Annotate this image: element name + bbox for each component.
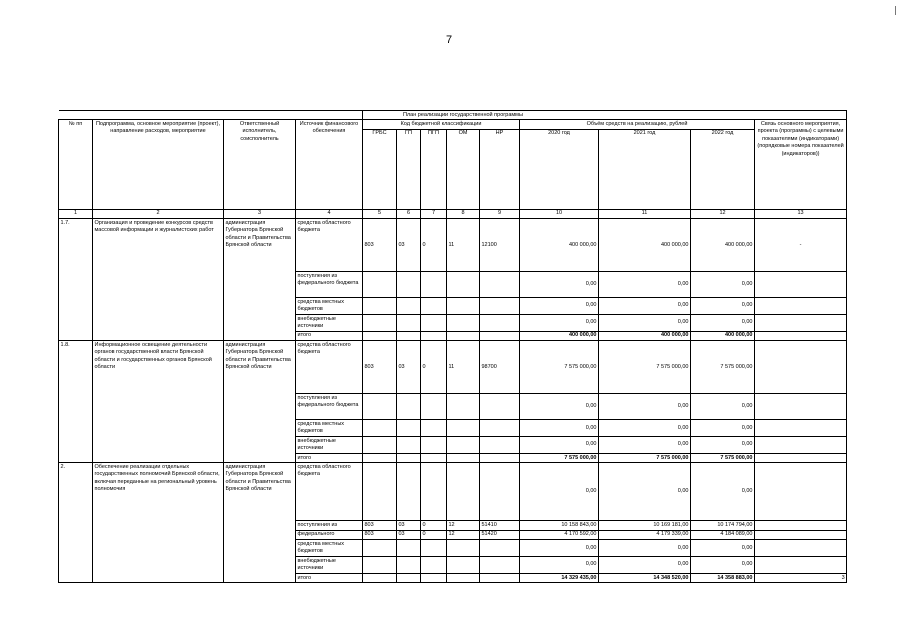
section-name: Обеспечение реализации отдельных государственных полномочий Брянской области, включая переданные на региональный уровень полномочия xyxy=(93,463,224,583)
header-budget-code: Код бюджетной классификации xyxy=(363,120,520,129)
col-number: 1 xyxy=(59,209,93,218)
header-grbs: ГРБС xyxy=(363,129,397,209)
om-cell: 11 xyxy=(447,219,480,272)
source-cell: средства местных бюджетов xyxy=(296,540,363,557)
col-number: 5 xyxy=(363,209,397,218)
gp-cell: 03 xyxy=(397,521,421,530)
section-executor: администрация Губернатора Брянской области и Правительства Брянской области xyxy=(224,341,296,463)
col-number: 11 xyxy=(599,209,691,218)
value-2022: 7 575 000,00 xyxy=(691,341,755,394)
col-number: 12 xyxy=(691,209,755,218)
value-2022: 0,00 xyxy=(691,315,755,332)
gp-cell: 03 xyxy=(397,341,421,394)
source-cell: средства местных бюджетов xyxy=(296,298,363,315)
table-row xyxy=(59,341,847,394)
source-cell: поступления из федерального бюджета xyxy=(296,272,363,298)
program-plan-table xyxy=(58,110,847,583)
source-cell: средства областного бюджета xyxy=(296,341,363,394)
header-program: Подпрограмма, основное мероприятие (проект), направление расходов, мероприятие xyxy=(93,120,224,209)
section-executor: администрация Губернатора Брянской области и Правительства Брянской области xyxy=(224,219,296,341)
value-2020: 0,00 xyxy=(520,394,599,420)
value-2020: 400 000,00 xyxy=(520,219,599,272)
header-2022: 2022 год xyxy=(691,129,755,209)
pgp-cell: 0 xyxy=(421,341,447,394)
section-num: 1.8. xyxy=(59,341,93,463)
source-cell: средства областного бюджета xyxy=(296,463,363,521)
link-cell: - xyxy=(755,219,847,272)
nr-cell: 98700 xyxy=(480,341,520,394)
col-number: 6 xyxy=(397,209,421,218)
value-2021: 0,00 xyxy=(599,463,691,521)
nr-cell: 12100 xyxy=(480,219,520,272)
col-number: 7 xyxy=(421,209,447,218)
header-volume: Объём средств на реализацию, рублей xyxy=(520,120,755,129)
value-2020: 0,00 xyxy=(520,298,599,315)
value-2020: 0,00 xyxy=(520,557,599,574)
section-name: Информационное освещение деятельности органов государственной власти Брянской области и государственных органов Брянской области xyxy=(93,341,224,463)
value-2022: 0,00 xyxy=(691,437,755,454)
value-2020: 7 575 000,00 xyxy=(520,341,599,394)
value-2022: 0,00 xyxy=(691,298,755,315)
total-2021: 400 000,00 xyxy=(599,331,691,340)
total-2021: 7 575 000,00 xyxy=(599,454,691,463)
source-cell: поступления из xyxy=(296,521,363,530)
source-cell: внебюджетные источники xyxy=(296,437,363,454)
header-gp: ГП xyxy=(397,129,421,209)
value-2021: 0,00 xyxy=(599,437,691,454)
value-2020: 0,00 xyxy=(520,437,599,454)
value-2021: 0,00 xyxy=(599,557,691,574)
total-2020: 400 000,00 xyxy=(520,331,599,340)
col-number: 2 xyxy=(93,209,224,218)
value-2021: 10 169 181,00 xyxy=(599,521,691,530)
value-2021: 0,00 xyxy=(599,394,691,420)
source-cell: итого xyxy=(296,574,363,583)
section-name: Организация и проведение конкурсов средств массовой информации и журналистских работ xyxy=(93,219,224,341)
col-number: 13 xyxy=(755,209,847,218)
value-2021: 0,00 xyxy=(599,315,691,332)
header-nr: НР xyxy=(480,129,520,209)
value-2020: 0,00 xyxy=(520,540,599,557)
section-num: 1.7. xyxy=(59,219,93,341)
column-number-row xyxy=(59,209,847,218)
value-2020: 0,00 xyxy=(520,463,599,521)
source-cell: итого xyxy=(296,331,363,340)
value-2020: 4 170 592,00 xyxy=(520,530,599,539)
total-2022: 7 575 000,00 xyxy=(691,454,755,463)
table-title: План реализации государственной программы xyxy=(363,111,847,120)
link-cell: 3 xyxy=(755,574,847,583)
value-2022: 0,00 xyxy=(691,557,755,574)
om-cell: 11 xyxy=(447,341,480,394)
header-2020: 2020 год xyxy=(520,129,599,209)
header-2021: 2021 год xyxy=(599,129,691,209)
header-link: Связь основного мероприятия, проекта (программы) с целевыми показателями (индикаторами) (порядковые номера показателей (индикаторов)) xyxy=(755,120,847,209)
pgp-cell: 0 xyxy=(421,219,447,272)
col-number: 4 xyxy=(296,209,363,218)
grbs-cell: 803 xyxy=(363,341,397,394)
total-2020: 7 575 000,00 xyxy=(520,454,599,463)
col-number: 8 xyxy=(447,209,480,218)
value-2020: 0,00 xyxy=(520,420,599,437)
header-pgp: ПГП xyxy=(421,129,447,209)
value-2021: 0,00 xyxy=(599,298,691,315)
source-cell: федерального xyxy=(296,530,363,539)
value-2020: 10 158 843,00 xyxy=(520,521,599,530)
total-2020: 14 329 435,00 xyxy=(520,574,599,583)
table-row xyxy=(59,219,847,272)
total-2022: 14 358 883,00 xyxy=(691,574,755,583)
pgp-cell: 0 xyxy=(421,530,447,539)
value-2022: 0,00 xyxy=(691,272,755,298)
source-cell: внебюджетные источники xyxy=(296,315,363,332)
page-number: 7 xyxy=(446,34,453,46)
section-executor: администрация Губернатора Брянской области и Правительства Брянской области xyxy=(224,463,296,583)
value-2022: 0,00 xyxy=(691,540,755,557)
grbs-cell: 803 xyxy=(363,530,397,539)
source-cell: поступления из федерального бюджета xyxy=(296,394,363,420)
source-cell: средства областного бюджета xyxy=(296,219,363,272)
nr-cell: 51420 xyxy=(480,530,520,539)
value-2020: 0,00 xyxy=(520,272,599,298)
link-cell xyxy=(755,341,847,394)
col-number: 10 xyxy=(520,209,599,218)
col-number: 3 xyxy=(224,209,296,218)
header-source: Источник финансового обеспечения xyxy=(296,120,363,209)
value-2022: 0,00 xyxy=(691,463,755,521)
pgp-cell: 0 xyxy=(421,521,447,530)
title-row xyxy=(59,111,847,120)
value-2021: 400 000,00 xyxy=(599,219,691,272)
header-num: № пп xyxy=(59,120,93,209)
value-2021: 4 179 339,00 xyxy=(599,530,691,539)
value-2021: 0,00 xyxy=(599,540,691,557)
source-cell: средства местных бюджетов xyxy=(296,420,363,437)
col-number: 9 xyxy=(480,209,520,218)
value-2022: 10 174 794,00 xyxy=(691,521,755,530)
section-num: 2. xyxy=(59,463,93,583)
scan-edge-mark xyxy=(895,6,896,15)
om-cell: 12 xyxy=(447,530,480,539)
nr-cell: 51410 xyxy=(480,521,520,530)
value-2022: 400 000,00 xyxy=(691,219,755,272)
source-cell: итого xyxy=(296,454,363,463)
grbs-cell: 803 xyxy=(363,219,397,272)
value-2021: 0,00 xyxy=(599,420,691,437)
value-2022: 4 184 089,00 xyxy=(691,530,755,539)
value-2022: 0,00 xyxy=(691,420,755,437)
value-2022: 0,00 xyxy=(691,394,755,420)
gp-cell: 03 xyxy=(397,530,421,539)
total-2022: 400 000,00 xyxy=(691,331,755,340)
value-2020: 0,00 xyxy=(520,315,599,332)
header-executor: Ответственный исполнитель, соисполнитель xyxy=(224,120,296,209)
header-row-1 xyxy=(59,120,847,129)
table-row xyxy=(59,463,847,521)
value-2021: 7 575 000,00 xyxy=(599,341,691,394)
header-om: ОМ xyxy=(447,129,480,209)
grbs-cell: 803 xyxy=(363,521,397,530)
value-2021: 0,00 xyxy=(599,272,691,298)
om-cell: 12 xyxy=(447,521,480,530)
total-2021: 14 348 520,00 xyxy=(599,574,691,583)
source-cell: внебюджетные источники xyxy=(296,557,363,574)
gp-cell: 03 xyxy=(397,219,421,272)
